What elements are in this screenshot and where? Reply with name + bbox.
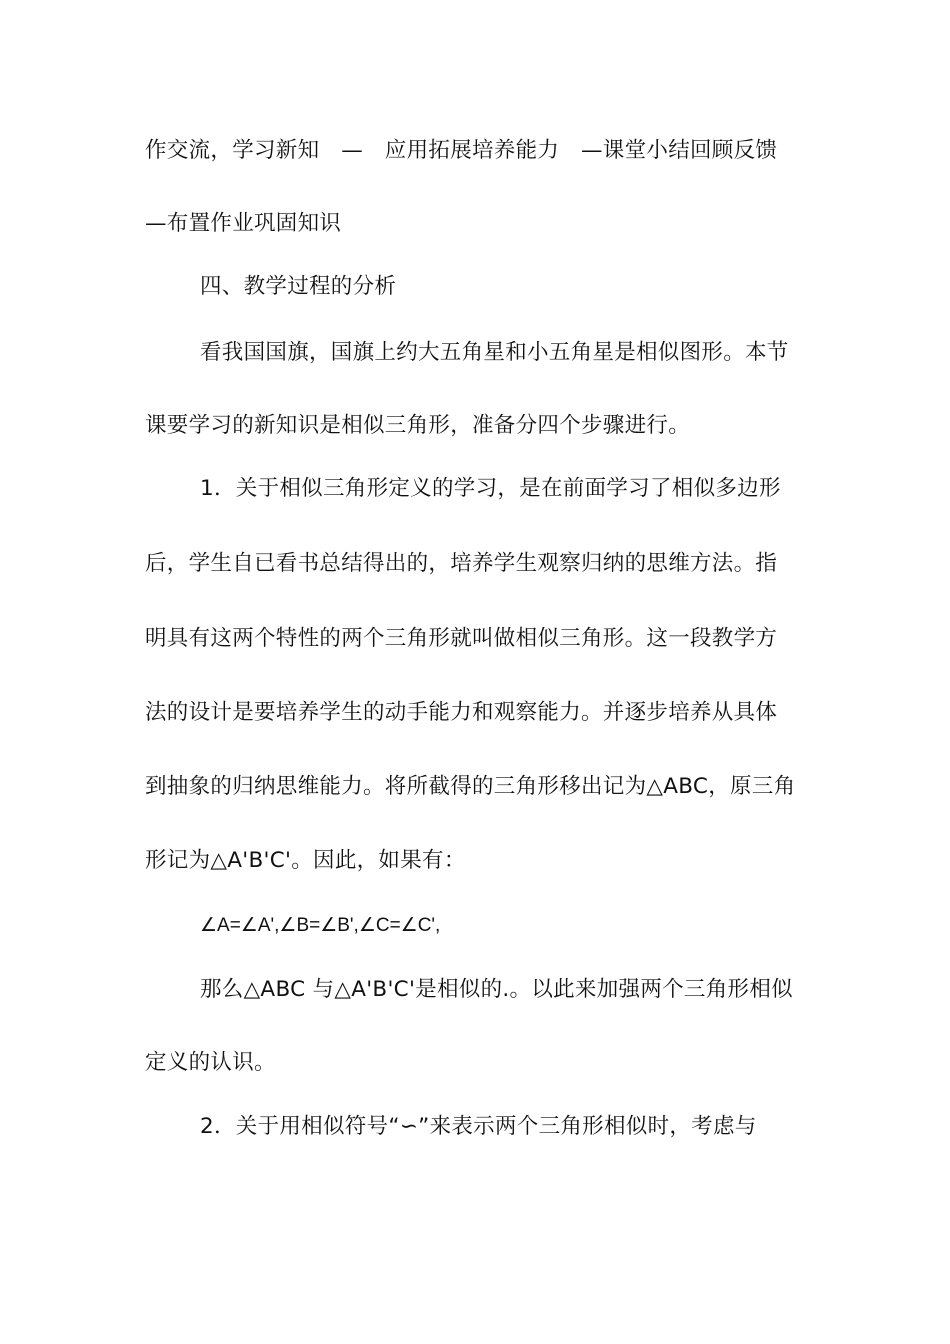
numbered-item: 1．关于相似三角形定义的学习，是在前面学习了相似多边形: [200, 476, 781, 501]
text-line: 法的设计是要培养学生的动手能力和观察能力。并逐步培养从具体: [145, 700, 778, 725]
text-line: 定义的认识。: [145, 1050, 276, 1075]
text-line: —布置作业巩固知识: [145, 211, 342, 236]
section-heading: 四、教学过程的分析: [200, 274, 397, 299]
text-line: 明具有这两个特性的两个三角形就叫做相似三角形。这一段教学方: [145, 626, 778, 651]
text-line: 作交流，学习新知 — 应用拓展培养能力 —课堂小结回顾反馈: [145, 138, 778, 163]
text-line: 课要学习的新知识是相似三角形，准备分四个步骤进行。: [145, 413, 691, 438]
text-line: 后，学生自已看书总结得出的，培养学生观察归纳的思维方法。指: [145, 551, 778, 576]
text-line: 到抽象的归纳思维能力。将所截得的三角形移出记为△ABC，原三角: [145, 774, 796, 799]
text-line: 那么△ABC 与△A'B'C'是相似的.。以此来加强两个三角形相似: [200, 977, 793, 1002]
text-line: 形记为△A'B'C'。因此，如果有：: [145, 848, 466, 873]
formula-line: ∠A=∠A',∠B=∠B',∠C=∠C',: [200, 915, 441, 936]
numbered-item: 2．关于用相似符号“∽”来表示两个三角形相似时，考虑与: [200, 1114, 757, 1139]
text-line: 看我国国旗，国旗上约大五角星和小五角星是相似图形。本节: [200, 340, 789, 365]
